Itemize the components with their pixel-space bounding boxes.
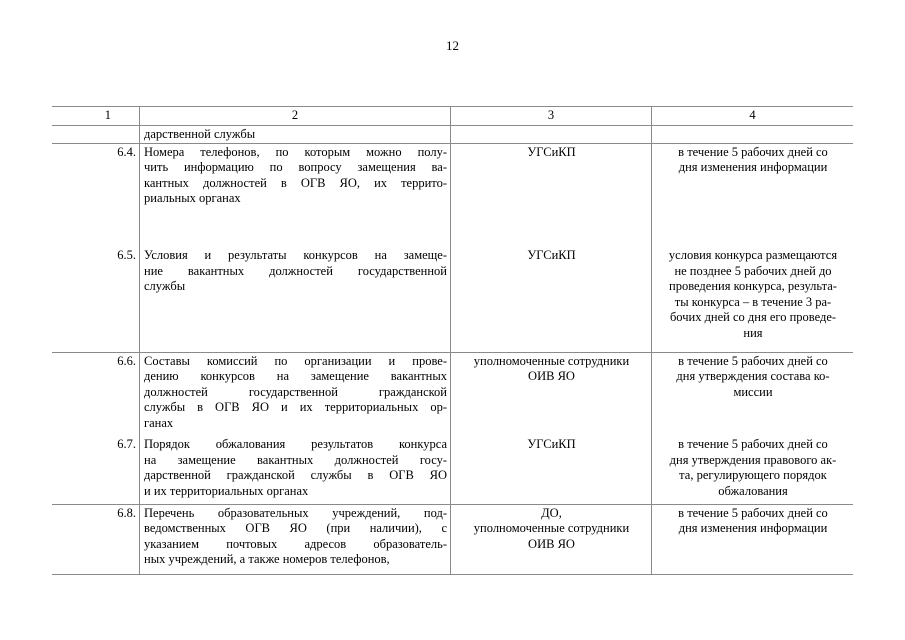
responsible-line: УГСиКП <box>527 144 576 159</box>
term-line: дня изменения информации <box>678 521 828 536</box>
term-line: ния <box>743 326 763 341</box>
responsible-line: УГСиКП <box>527 248 576 263</box>
description-line: чить информацию по вопросу замещения ва- <box>144 160 447 175</box>
row-responsible <box>451 247 652 352</box>
term-line: в течение 5 рабочих дней со <box>678 505 828 520</box>
responsible-line: уполномоченные сотрудники <box>473 521 630 536</box>
responsible-line: УГСиКП <box>527 437 576 452</box>
description-line: службы <box>144 279 186 294</box>
description-line: Перечень образовательных учреждений, под- <box>144 505 447 520</box>
term-line: в течение 5 рабочих дней со <box>678 144 828 159</box>
row-description <box>140 504 451 574</box>
description-line: должностей государственной гражданской <box>144 384 447 399</box>
description-line: Порядок обжалования результатов конкурса <box>144 437 447 452</box>
description-line: Номера телефонов, по которым можно полу- <box>144 144 447 159</box>
row-description <box>140 125 451 143</box>
description-line: ние вакантных должностей государственной <box>144 263 447 278</box>
term-line: обжалования <box>718 483 788 498</box>
term-line: дня изменения информации <box>678 160 828 175</box>
description-line: Составы комиссий по организации и прове- <box>144 353 447 368</box>
table-row <box>52 504 853 574</box>
description-line: кантных должностей в ОГВ ЯО, их террито- <box>144 175 447 190</box>
row-number: 6.5. <box>52 247 140 352</box>
table-row <box>52 143 853 247</box>
header-col-4: 4 <box>652 107 854 126</box>
row-term <box>652 504 854 574</box>
term-line: миссии <box>733 384 773 399</box>
page-number: 12 <box>446 38 459 53</box>
row-number: 6.6. <box>52 352 140 436</box>
row-number: 6.4. <box>52 143 140 247</box>
row-responsible <box>451 143 652 247</box>
table-header-row <box>52 107 853 126</box>
description-line: службы в ОГВ ЯО и их территориальных ор- <box>144 400 447 415</box>
responsible-line: ОИВ ЯО <box>528 369 575 384</box>
description-line: ных учреждений, а также номеров телефонов, <box>144 552 390 567</box>
row-responsible <box>451 504 652 574</box>
description-line: на замещение вакантных должностей госу- <box>144 452 447 467</box>
document-table <box>52 106 853 575</box>
table-row <box>52 247 853 352</box>
row-description <box>140 143 451 247</box>
header-col-3: 3 <box>451 107 652 126</box>
term-line: дня утверждения состава ко- <box>676 369 830 384</box>
row-responsible <box>451 125 652 143</box>
table-row <box>52 125 853 143</box>
row-term <box>652 436 854 504</box>
term-line: бочих дней со дня его проведе- <box>669 310 837 325</box>
header-col-2: 2 <box>140 107 451 126</box>
row-term <box>652 125 854 143</box>
responsible-line: ДО, <box>541 505 562 520</box>
table-row <box>52 436 853 504</box>
responsible-line: ОИВ ЯО <box>528 536 575 551</box>
row-responsible <box>451 352 652 436</box>
term-line: та, регулирующего порядок <box>679 468 827 483</box>
description-line: риальных органах <box>144 191 241 206</box>
term-line: не позднее 5 рабочих дней до <box>674 263 832 278</box>
table-row <box>52 352 853 436</box>
term-line: условия конкурса размещаются <box>668 248 838 263</box>
term-line: в течение 5 рабочих дней со <box>678 353 828 368</box>
description-line: дению конкурсов на замещение вакантных <box>144 369 447 384</box>
responsible-line: уполномоченные сотрудники <box>473 353 630 368</box>
row-term <box>652 352 854 436</box>
description-line: указанием почтовых адресов образователь- <box>144 536 447 551</box>
row-responsible <box>451 436 652 504</box>
term-line: ты конкурса – в течение 3 ра- <box>674 294 832 309</box>
row-term <box>652 143 854 247</box>
description-line: ведомственных ОГВ ЯО (при наличии), с <box>144 521 447 536</box>
description-line: и их территориальных органах <box>144 483 309 498</box>
header-col-1: 1 <box>52 107 140 126</box>
term-line: проведения конкурса, результа- <box>669 279 837 294</box>
description-line: дарственной гражданской службы в ОГВ ЯО <box>144 468 447 483</box>
row-description <box>140 247 451 352</box>
description-line: ганах <box>144 415 174 430</box>
term-line: в течение 5 рабочих дней со <box>678 437 828 452</box>
row-number <box>52 125 140 143</box>
description-line: Условия и результаты конкурсов на замеще- <box>144 248 447 263</box>
row-description <box>140 436 451 504</box>
row-description <box>140 352 451 436</box>
row-number: 6.7. <box>52 436 140 504</box>
row-number: 6.8. <box>52 504 140 574</box>
row-term <box>652 247 854 352</box>
description-line: дарственной службы <box>144 126 256 141</box>
term-line: дня утверждения правового ак- <box>669 452 837 467</box>
